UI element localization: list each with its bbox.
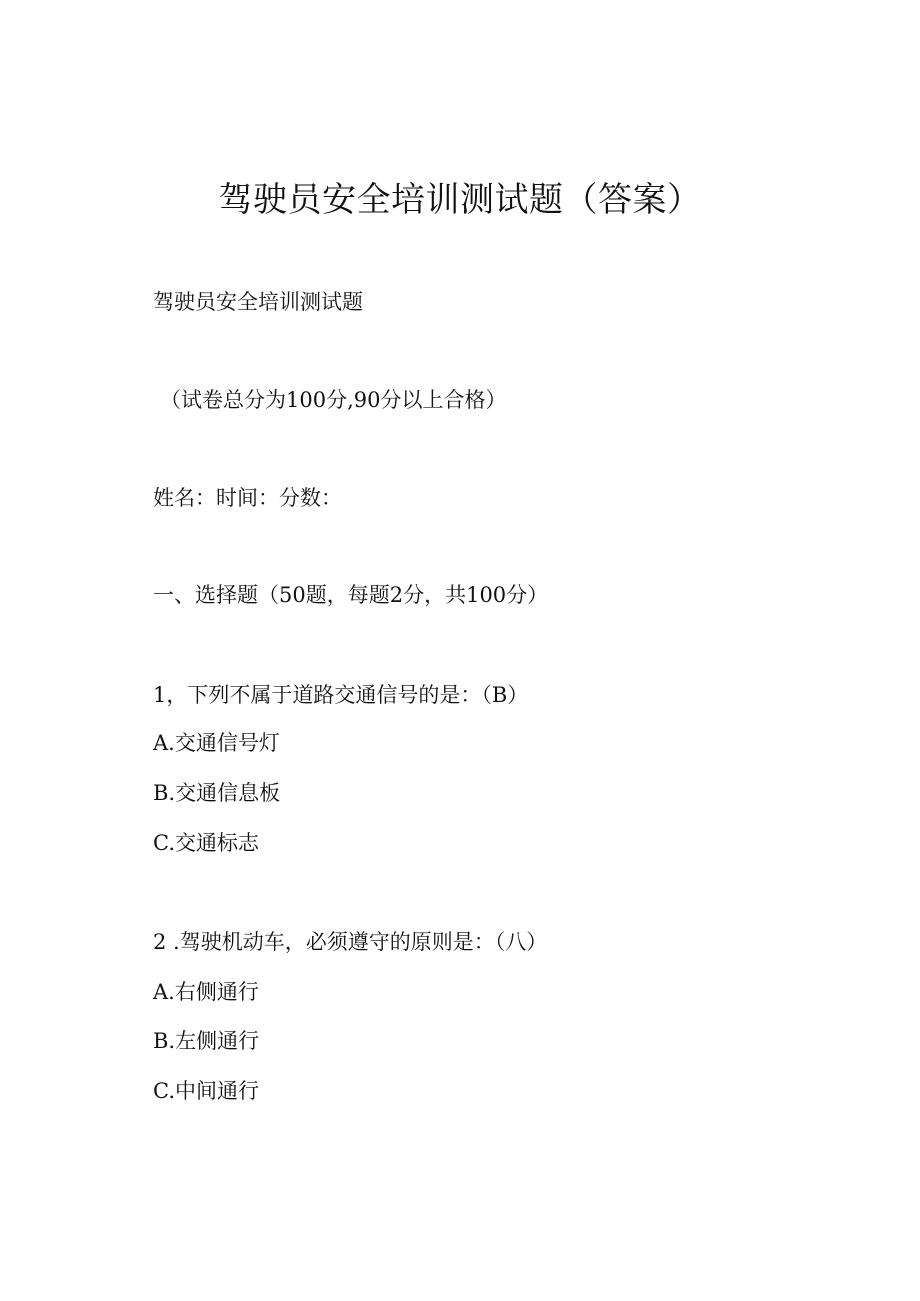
score-note: （试卷总分为100分,90分以上合格） (160, 388, 507, 412)
document-subtitle: 驾驶员安全培训测试题 (153, 290, 363, 314)
question-2-stem: 2 .驾驶机动车，必须遵守的原则是：（八） (153, 930, 548, 954)
question-1-option-a: A.交通信号灯 (153, 731, 280, 755)
question-2-option-b: B.左侧通行 (153, 1029, 260, 1053)
name-time-score-line: 姓名：时间：分数： (153, 486, 342, 510)
question-1-option-c: C.交通标志 (153, 831, 259, 855)
document-title: 驾驶员安全培训测试题（答案） (218, 180, 702, 220)
question-1-stem: 1，下列不属于道路交通信号的是：（B） (153, 683, 529, 707)
section-heading: 一、选择题（50题，每题2分，共100分） (153, 583, 549, 607)
question-2-option-a: A.右侧通行 (153, 980, 259, 1004)
question-2-option-c: C.中间通行 (153, 1079, 259, 1103)
question-1-option-b: B.交通信息板 (153, 781, 281, 805)
